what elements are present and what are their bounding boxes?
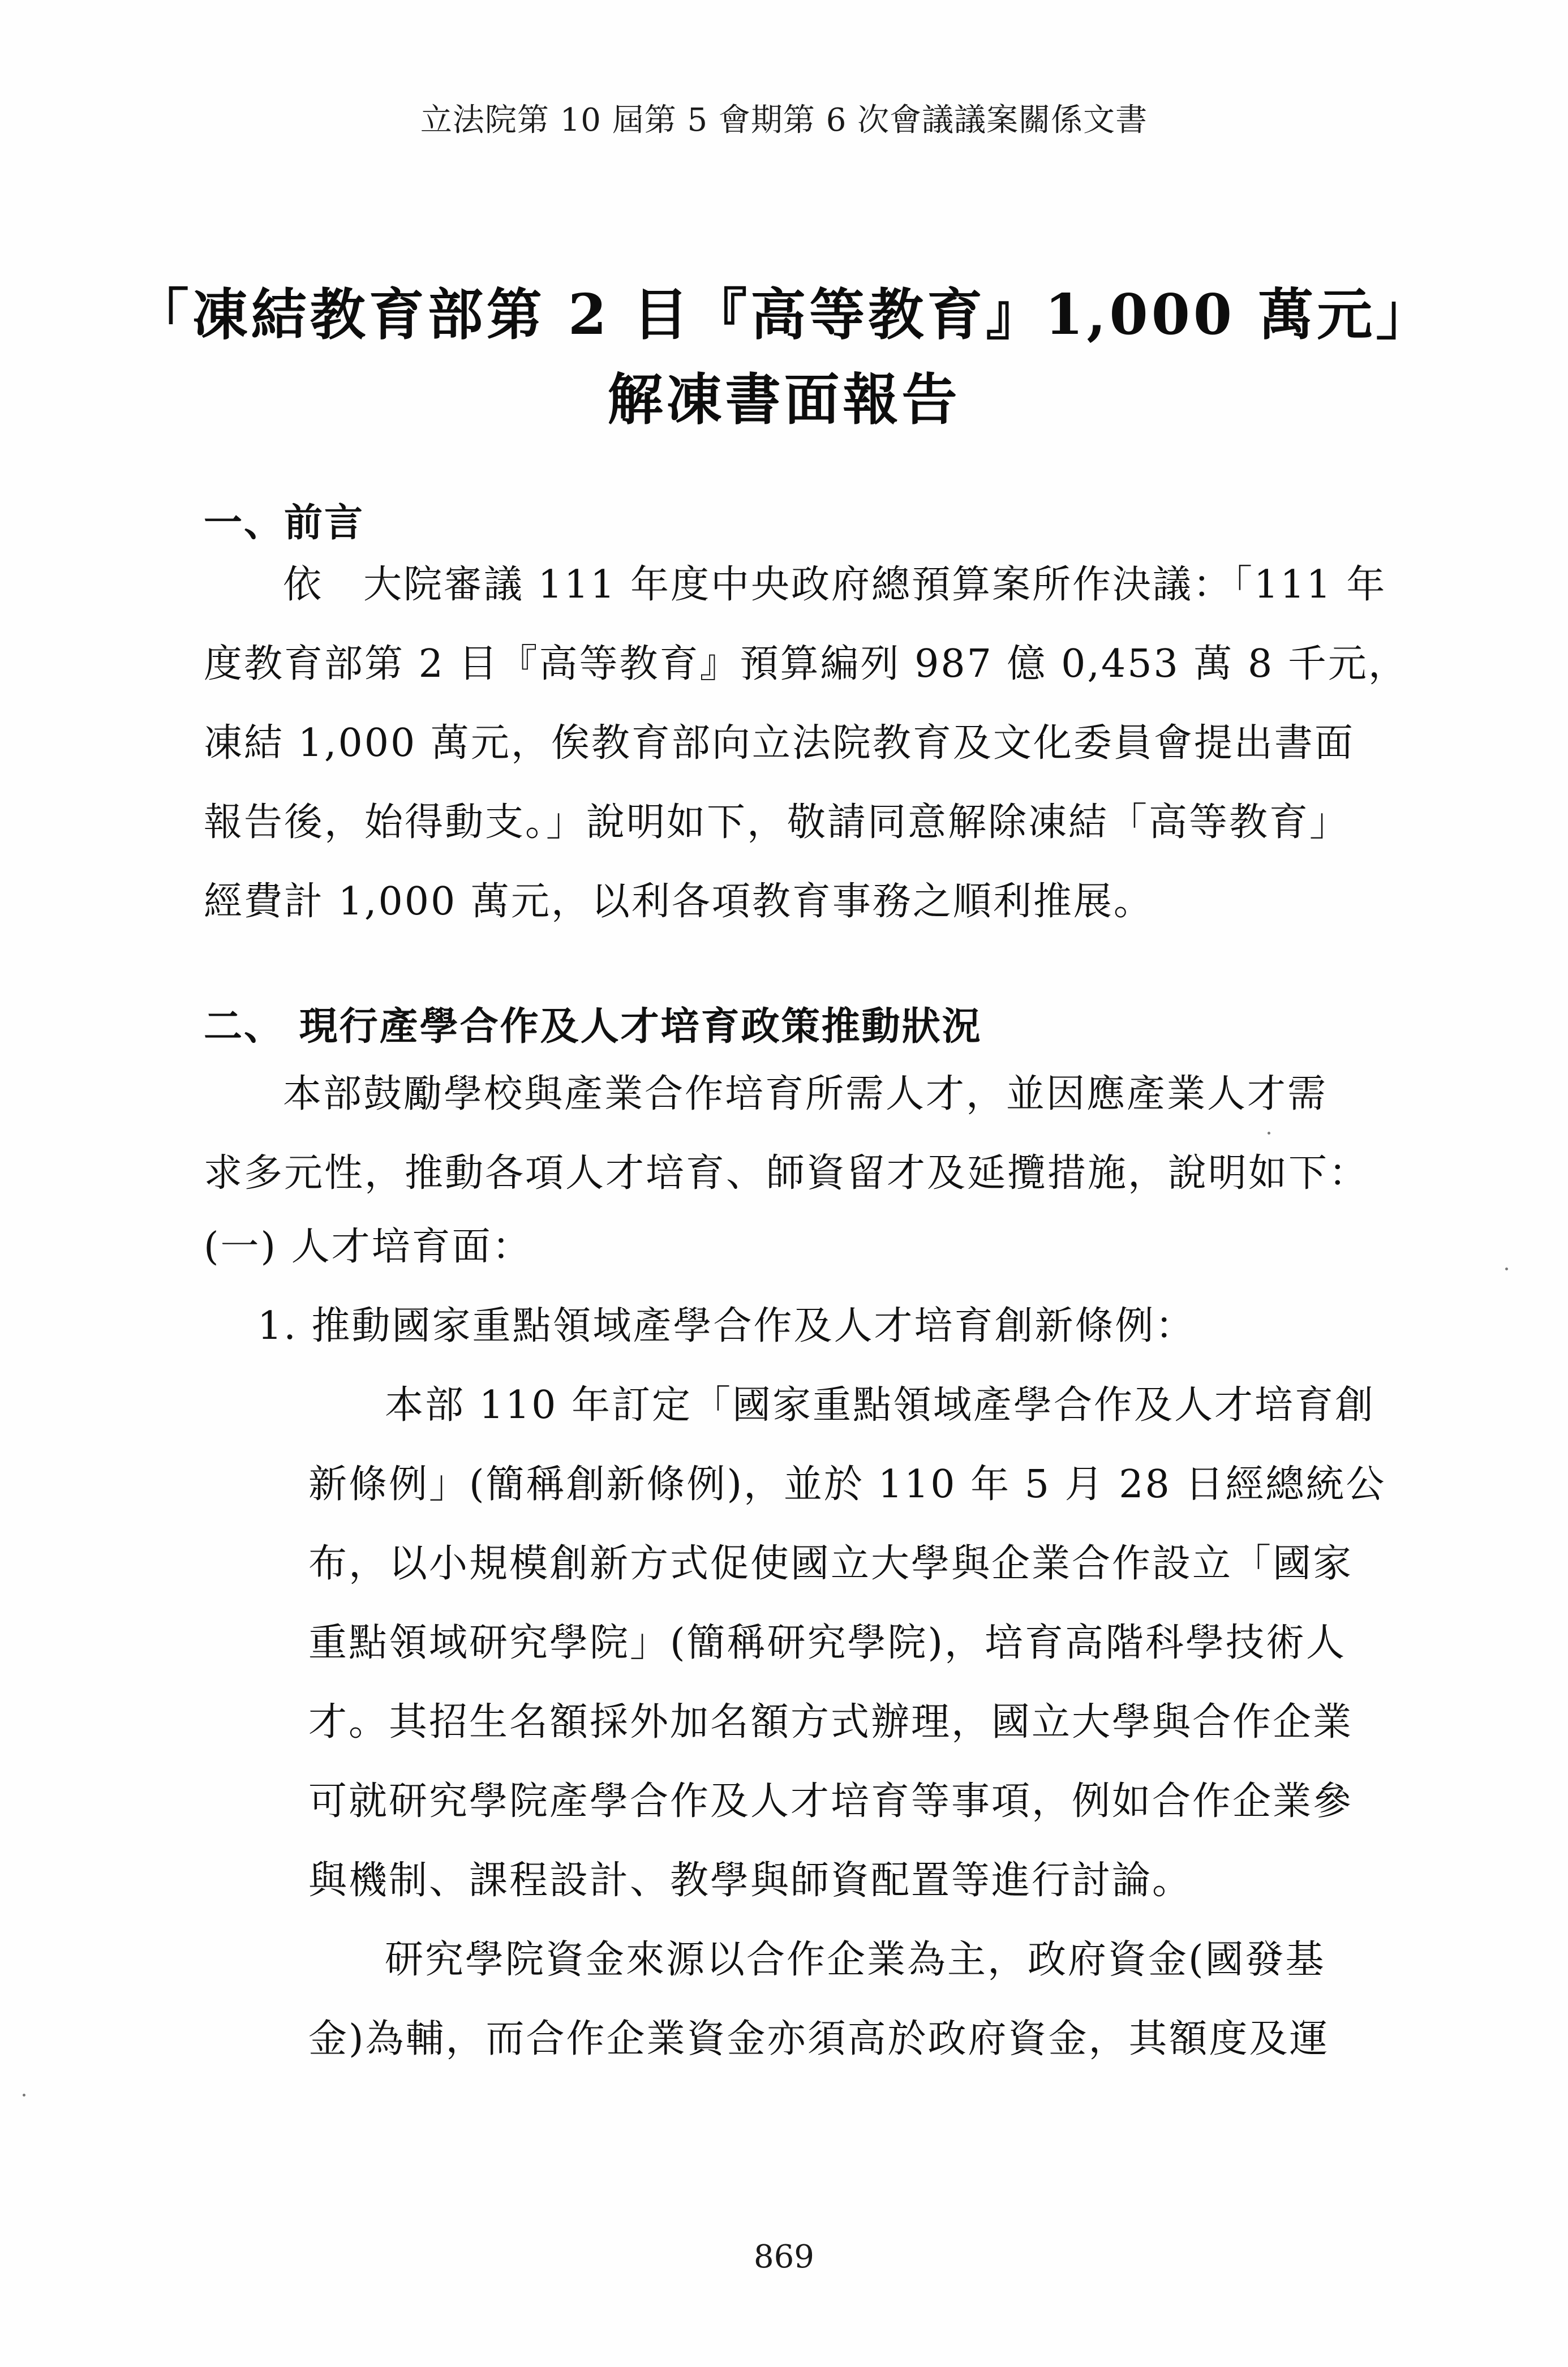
body-text-line: 本部鼓勵學校與產業合作培育所需人才，並因應產業人才需	[283, 1072, 1328, 1116]
item-heading: 1. 推動國家重點領域產學合作及人才培育創新條例：	[257, 1304, 1196, 1348]
body-text-line: 與機制、課程設計、教學與師資配置等進行討論。	[308, 1858, 1193, 1903]
section-heading-preface: 一、前言	[204, 500, 365, 545]
report-title-line-2: 解凍書面報告	[607, 367, 961, 432]
body-text-line: 本部 110 年訂定「國家重點領域產學合作及人才培育創	[385, 1383, 1376, 1428]
body-text-line: 報告後，始得動支。」說明如下，敬請同意解除凍結「高等教育」	[204, 800, 1350, 845]
body-text-line: 度教育部第 2 目『高等教育』預算編列 987 億 0,453 萬 8 千元，	[204, 642, 1408, 686]
section-heading-policy: 二、 現行產學合作及人才培育政策推動狀況	[204, 1004, 982, 1049]
body-text-line: 金)為輔，而合作企業資金亦須高於政府資金，其額度及運	[308, 2017, 1330, 2061]
document-header: 立法院第 10 屆第 5 會期第 6 次會議議案關係文書	[420, 102, 1148, 139]
scan-speck	[1268, 1132, 1270, 1135]
body-text-line: 依 大院審議 111 年度中央政府總預算案所作決議：「111 年	[283, 562, 1387, 607]
body-text-line: 研究學院資金來源以合作企業為主，政府資金(國發基	[385, 1938, 1326, 1982]
body-text-line: 新條例」(簡稱創新條例)，並於 110 年 5 月 28 日經總統公	[308, 1462, 1386, 1507]
body-text-line: 經費計 1,000 萬元，以利各項教育事務之順利推展。	[204, 879, 1154, 924]
body-text-line: 布，以小規模創新方式促使國立大學與企業合作設立「國家	[308, 1541, 1354, 1586]
subsection-heading: (一) 人才培育面：	[204, 1225, 532, 1269]
report-title-line-1: 「凍結教育部第 2 目『高等教育』1,000 萬元」	[133, 282, 1435, 347]
scan-speck	[23, 2094, 25, 2097]
page-number: 869	[754, 2239, 814, 2275]
body-text-line: 凍結 1,000 萬元，俟教育部向立法院教育及文化委員會提出書面	[204, 721, 1355, 766]
body-text-line: 才。其招生名額採外加名額方式辦理，國立大學與合作企業	[308, 1700, 1354, 1745]
body-text-line: 求多元性，推動各項人才培育、師資留才及延攬措施，說明如下：	[204, 1151, 1369, 1196]
body-text-line: 可就研究學院產學合作及人才培育等事項，例如合作企業參	[308, 1779, 1354, 1824]
body-text-line: 重點領域研究學院」(簡稱研究學院)，培育高階科學技術人	[308, 1621, 1347, 1665]
scan-speck	[1505, 1268, 1508, 1270]
